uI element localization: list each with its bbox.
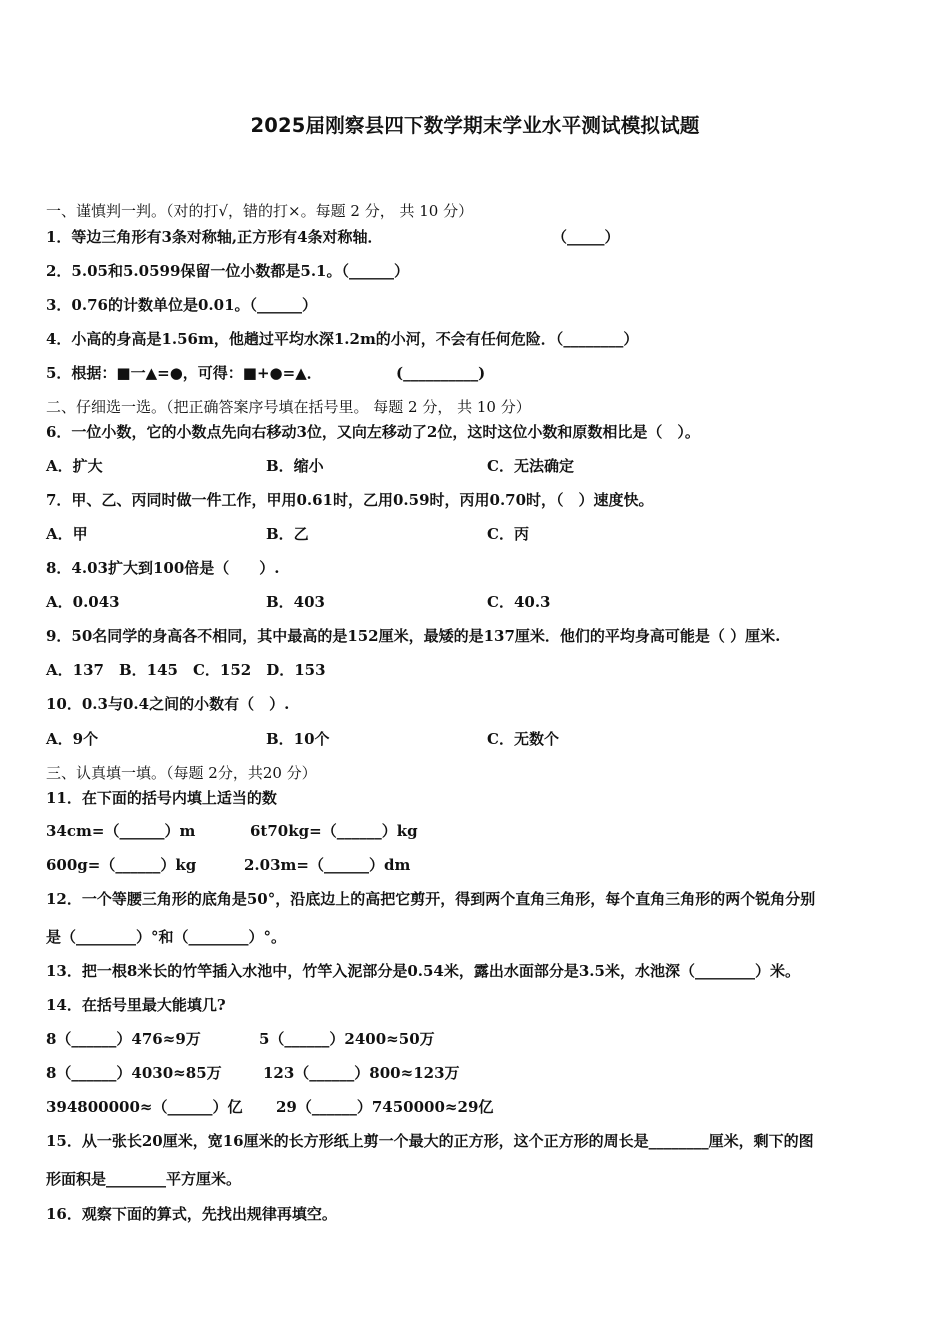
fill-item: 123（______）800≈123万 <box>263 1064 460 1082</box>
question-9: 9．50名同学的身高各不相同，其中最高的是152厘米，最矮的是137厘米．他们的平均身高可能是（ ）厘米. <box>46 627 781 645</box>
question-5 <box>46 363 486 383</box>
question-11-row-2 <box>46 855 906 875</box>
question-1-text: 1．等边三角形有3条对称轴,正方形有4条对称轴． <box>46 228 383 246</box>
question-3: 3．0.76的计数单位是0.01。（______） <box>46 296 318 314</box>
option-a: A．9个 <box>46 730 99 748</box>
question-16: 16．观察下面的算式，先找出规律再填空。 <box>46 1205 337 1223</box>
fill-item: 34cm=（______）m <box>46 822 196 840</box>
question-2: 2．5.05和5.0599保留一位小数都是5.1。（______） <box>46 262 409 280</box>
question-1 <box>46 227 620 247</box>
question-5-text: 5．根据：■一▲=●，可得：■+●=▲． <box>46 364 322 382</box>
question-8-options <box>46 592 906 612</box>
section-heading-fill: 三、认真填一填。（每题 2分，共20 分） <box>46 764 317 782</box>
question-15-line-2: 形面积是________平方厘米。 <box>46 1170 242 1188</box>
fill-item: 600g=（______）kg <box>46 856 197 874</box>
question-11-row-1 <box>46 821 906 841</box>
option-a: A．扩大 <box>46 457 103 475</box>
question-9-options: A．137 B．145 C．152 D．153 <box>46 661 326 679</box>
option-c: C．丙 <box>487 525 529 543</box>
fill-item: 6t70kg=（______）kg <box>250 822 418 840</box>
option-c: C．无法确定 <box>487 457 574 475</box>
question-14: 14．在括号里最大能填几? <box>46 996 226 1014</box>
option-a: A．0.043 <box>46 593 120 611</box>
fill-item: 2.03m=（______）dm <box>244 856 411 874</box>
question-4: 4．小高的身高是1.56m，他趟过平均水深1.2m的小河，不会有任何危险．（________） <box>46 330 639 348</box>
question-6-options <box>46 456 906 476</box>
question-10-options <box>46 729 906 749</box>
section-heading-choice: 二、仔细选一选。（把正确答案序号填在括号里。 每题 2 分， 共 10 分） <box>46 398 531 416</box>
option-b: B．乙 <box>266 525 309 543</box>
question-14-row-3 <box>46 1097 906 1117</box>
question-14-row-1 <box>46 1029 906 1049</box>
fill-item: 394800000≈（______）亿 <box>46 1098 243 1116</box>
section-heading-judge: 一、谨慎判一判。（对的打√，错的打×。每题 2 分， 共 10 分） <box>46 202 474 220</box>
page-title: 2025届刚察县四下数学期末学业水平测试模拟试题 <box>250 114 700 137</box>
question-7: 7．甲、乙、丙同时做一件工作，甲用0.61时，乙用0.59时，丙用0.70时，（ ）速度快。 <box>46 491 654 509</box>
option-b: B．缩小 <box>266 457 324 475</box>
question-11: 11．在下面的括号内填上适当的数 <box>46 789 277 807</box>
option-b: B．10个 <box>266 730 330 748</box>
option-b: B．403 <box>266 593 325 611</box>
question-12-line-1: 12．一个等腰三角形的底角是50°，沿底边上的高把它剪开，得到两个直角三角形，每个直角三角形的两个锐角分别 <box>46 890 816 908</box>
question-7-options <box>46 524 906 544</box>
question-13: 13．把一根8米长的竹竿插入水池中，竹竿入泥部分是0.54米，露出水面部分是3.5米，水池深（________）米。 <box>46 962 800 980</box>
question-6: 6．一位小数，它的小数点先向右移动3位，又向左移动了2位，这时这位小数和原数相比是（ ）。 <box>46 423 700 441</box>
question-1-blank: （_____） <box>552 228 620 246</box>
option-c: C．40.3 <box>487 593 551 611</box>
question-14-row-2 <box>46 1063 906 1083</box>
question-15-line-1: 15．从一张长20厘米，宽16厘米的长方形纸上剪一个最大的正方形，这个正方形的周长是________厘米，剩下的图 <box>46 1132 814 1150</box>
question-5-blank: (__________) <box>396 364 486 382</box>
question-12-line-2: 是（________）°和（________）°。 <box>46 928 287 946</box>
fill-item: 5（______）2400≈50万 <box>259 1030 435 1048</box>
question-8: 8．4.03扩大到100倍是（ ）. <box>46 559 280 577</box>
fill-item: 8（______）476≈9万 <box>46 1030 201 1048</box>
fill-item: 8（______）4030≈85万 <box>46 1064 222 1082</box>
fill-item: 29（______）7450000≈29亿 <box>276 1098 494 1116</box>
option-c: C．无数个 <box>487 730 559 748</box>
question-10: 10．0.3与0.4之间的小数有（ ）. <box>46 695 290 713</box>
option-a: A．甲 <box>46 525 88 543</box>
